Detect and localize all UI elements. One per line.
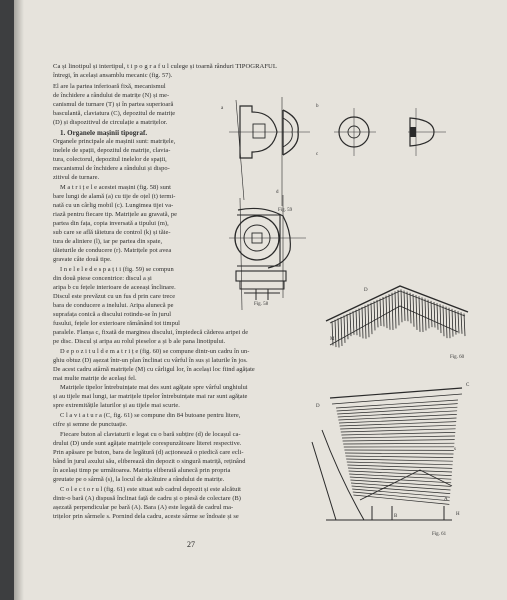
keyboard-rod-line	[345, 453, 454, 454]
hanging-matrix-line	[410, 293, 411, 324]
fig-60-magazine-drawing	[326, 286, 468, 347]
keyboard-rod-line	[352, 486, 451, 494]
hanging-matrix-line	[461, 312, 462, 333]
keyboard-rod-line	[342, 436, 455, 438]
hanging-matrix-line	[437, 303, 438, 330]
text-line: suprafața conică a discului rotindu-se în jurul	[53, 311, 172, 318]
fig-61-keyboard-drawing	[312, 388, 462, 520]
text-line: mecanismul de închidere a rândului și dispo-	[53, 165, 170, 172]
hanging-matrix-line	[368, 304, 369, 337]
text-line: C o l e c t o r u l (fig. 61) este situat sub cadrul depozit și este alcătuit	[60, 486, 241, 493]
text-line: pe disc. Discul și aripa au rolul pieselor a și b ale pana linotipului.	[53, 338, 226, 345]
keyboard-rod-line	[341, 432, 455, 435]
hanging-matrix-line	[422, 297, 423, 332]
text-line: drului (D) unde sunt agățate matrițele corespunzătoare literei respective.	[53, 440, 242, 447]
hanging-matrix-line	[356, 310, 357, 335]
text-line: tura, colectorul, depozitul inelelor de spații,	[53, 156, 167, 163]
hanging-matrix-line	[353, 311, 354, 335]
text-line: zitivul de turnare.	[53, 174, 100, 181]
text-line: M a t r i ț e l e acestei mașini (fig. 58) sunt	[60, 184, 171, 191]
hanging-matrix-line	[452, 309, 453, 337]
page-number: 27	[187, 540, 195, 549]
text-line: Organele principale ale mașinii sunt: matrițele,	[53, 138, 176, 145]
text-line: bara de conducere a inelului. Aripa alunecă pe	[53, 302, 174, 309]
fig58-label-d: d	[276, 190, 279, 195]
hanging-matrix-line	[419, 296, 420, 332]
hanging-matrix-line	[434, 302, 435, 328]
fig60-caption: Fig. 60	[450, 355, 465, 360]
text-line: C l a v i a t u r a (C, fig. 61) se compune din 84 butoane pentru litere,	[60, 412, 241, 419]
text-line: sub care se află tăietura de control (k) și tăie-	[53, 229, 171, 236]
text-line: El are la partea inferioară fixă, mecanismul	[53, 83, 166, 90]
fig58-label-a: a	[221, 106, 224, 111]
text-line: I n e l e l e d e s p a ț i i (fig. 59) se compun	[60, 266, 174, 273]
hanging-matrix-line	[362, 307, 363, 338]
hanging-matrix-line	[371, 303, 372, 334]
keyboard-rod-line	[343, 443, 454, 444]
hanging-matrix-line	[392, 293, 393, 330]
fig58-label-b: b	[316, 104, 319, 109]
text-line: dintr-o bară (A) dispusă înclinat față de cadru și o piesă de colectare (B)	[53, 495, 241, 502]
text-line: spre extremitățile laturilor și au tijele mai scurte.	[53, 402, 180, 409]
hanging-matrix-line	[359, 308, 360, 336]
fig61-label-D: D	[316, 404, 320, 409]
fig58-label-c: c	[316, 152, 319, 157]
keyboard-rod-line	[338, 411, 457, 417]
text-line: Discul este prevăzut cu un fus d prin care trece	[53, 293, 176, 300]
text-line: Fiecare buton al claviaturii e legat cu o bară subțire (d) de locașul ca-	[60, 431, 241, 438]
keyboard-rod-line	[338, 414, 456, 420]
fig-58-matrix-drawing	[229, 97, 446, 206]
text-line: aripa b cu fețele interioare de aceeași înclinare.	[53, 284, 176, 291]
keyboard-rod-line	[336, 400, 458, 408]
text-line: partea din fața, copia inversată a tipului (m),	[53, 220, 169, 227]
text-line: basculantă, claviatura (C), depozitul de matrițe	[53, 110, 176, 117]
hanging-matrix-line	[386, 296, 387, 329]
text-line: bând în jurul axului său, eliberează din depozit o singură matriță, reținând	[53, 458, 246, 465]
hanging-matrix-line	[440, 304, 441, 333]
intro-line: Ca și linotipul și intertipul, t i p o g r a f u l culege și toarnă rânduri TIPOGRAFUL	[53, 63, 277, 70]
keyboard-rod-line	[347, 462, 453, 465]
hanging-matrix-line	[335, 320, 336, 347]
hanging-matrix-line	[374, 301, 375, 330]
text-line: cifre și semne de punctuație.	[53, 421, 128, 428]
text-line: greutate pe o sârmă (s), la locul de alcătuire a rândului de matrițe.	[53, 476, 225, 483]
fig58-caption: Fig. 58	[254, 302, 269, 307]
hanging-matrix-line	[350, 313, 351, 337]
fig61-label-s: s	[454, 447, 456, 452]
keyboard-rod-line	[350, 480, 450, 486]
hanging-matrix-line	[383, 297, 384, 326]
hanging-matrix-line	[398, 290, 399, 325]
text-line: Prin apăsare pe buton, bara de legătură (d) acționează o piedică care ecli-	[53, 449, 244, 456]
text-line: tura de aliniere (l), iar pe partea din spate,	[53, 238, 163, 245]
text-line: tăieturile de conducere (r). Matrițele pot avea	[53, 247, 172, 254]
keyboard-rod-line	[343, 440, 455, 441]
keyboard-rod-line	[340, 425, 456, 429]
text-line: (D) și dispozitivul de circulație a matrițelor.	[53, 119, 168, 126]
hanging-matrix-line	[416, 295, 417, 330]
hanging-matrix-line	[395, 291, 396, 328]
text-line: bare lungi de alamă (a) cu tije de oțel (t) termi-	[53, 193, 176, 200]
text-line: așezată perpendicular pe bară (A). Bara (A) este legată de cadrul ma-	[53, 504, 234, 511]
hanging-matrix-line	[458, 311, 459, 333]
text-line: de închidere a rândului de matrițe (N) și me-	[53, 92, 170, 99]
keyboard-rod-line	[351, 483, 451, 490]
fig60-label-M: M	[330, 337, 335, 342]
hanging-matrix-line	[446, 307, 447, 339]
section-heading: 1. Organele mașinii tipograf.	[60, 129, 148, 137]
hanging-matrix-line	[365, 306, 366, 339]
hanging-matrix-line	[407, 292, 408, 322]
text-line: canismul de turnare (T) și în partea superioară	[53, 101, 174, 108]
text-line: trițelor prin sârmele s. Pornind dela cadru, aceste sârme se îndoaie și se	[53, 513, 239, 520]
hanging-matrix-line	[341, 317, 342, 346]
hanging-matrix-line	[464, 313, 465, 336]
fig-59-space-ring-drawing	[229, 195, 306, 310]
hanging-matrix-line	[404, 291, 405, 321]
hanging-matrix-line	[449, 308, 450, 338]
fig61-label-C: C	[466, 383, 470, 388]
fig60-label-D: D	[364, 288, 368, 293]
keyboard-rod-line	[341, 429, 456, 432]
hanging-matrix-line	[413, 294, 414, 327]
text-line: inelele de spații, depozitul de matrițe, clavia-	[53, 147, 171, 154]
fig61-label-B: B	[394, 514, 398, 519]
text-line: din două piese concentrice: discul a și	[53, 275, 152, 282]
keyboard-rod-line	[346, 459, 453, 461]
intro-line: întregi, în același ansamblu mecanic (fig. 57).	[53, 72, 173, 79]
text-line: mai multe matrițe de același fel.	[53, 375, 137, 382]
text-line: fusului, fețele lor exterioare rămânând tot timpul	[53, 320, 180, 327]
fig59-caption: Fig. 59	[278, 208, 293, 213]
hanging-matrix-line	[344, 315, 345, 342]
text-line: paralele. Flanșa c, fixată de marginea discului, împiedecă căderea aripei de	[53, 329, 249, 336]
hanging-matrix-line	[401, 289, 402, 322]
hanging-matrix-line	[443, 305, 444, 336]
text-line: și au tijele mai lungi, iar matrițele tipelor întrebuințate mai rar sunt agățate	[53, 393, 248, 400]
text-line: Matrițele tipelor întrebuințate mai des sunt agățate spre vârful unghiului	[60, 384, 248, 391]
text-line: ghiu obtuz (D) așezat într-un plan înclinat cu vârful în sus și laturile în jos.	[53, 357, 248, 364]
text-line: De acest cadru atârnă matrițele (M) cu cârligul lor, în același loc fiind agățate	[53, 366, 255, 373]
hanging-matrix-line	[431, 301, 432, 327]
keyboard-rod-line	[337, 404, 458, 411]
text-line: nată cu un cârlig mobil (c). Lungimea tijei va-	[53, 202, 174, 209]
text-line: gravate câte două tipe.	[53, 256, 112, 263]
hanging-matrix-line	[380, 298, 381, 326]
text-line: în același timp pe următoarea. Matrița eliberată alunecă prin propria	[53, 467, 231, 474]
text-line: riază pentru fiecare tip. Matrițele au gravată, pe	[53, 211, 178, 218]
text-line: D e p o z i t u l d e m a t r i ț e (fig. 60) se compune dintr-un cadru în un-	[60, 348, 250, 355]
fig61-label-H: H	[456, 512, 460, 517]
hanging-matrix-line	[428, 300, 429, 329]
keyboard-rod-line	[337, 407, 457, 414]
hanging-matrix-line	[425, 299, 426, 331]
fig61-label-A: A	[444, 497, 448, 502]
fig61-caption: Fig. 61	[432, 532, 447, 537]
keyboard-rod-line	[347, 465, 452, 468]
keyboard-rod-line	[346, 456, 454, 458]
hanging-matrix-line	[338, 318, 339, 347]
hanging-matrix-line	[377, 300, 378, 328]
